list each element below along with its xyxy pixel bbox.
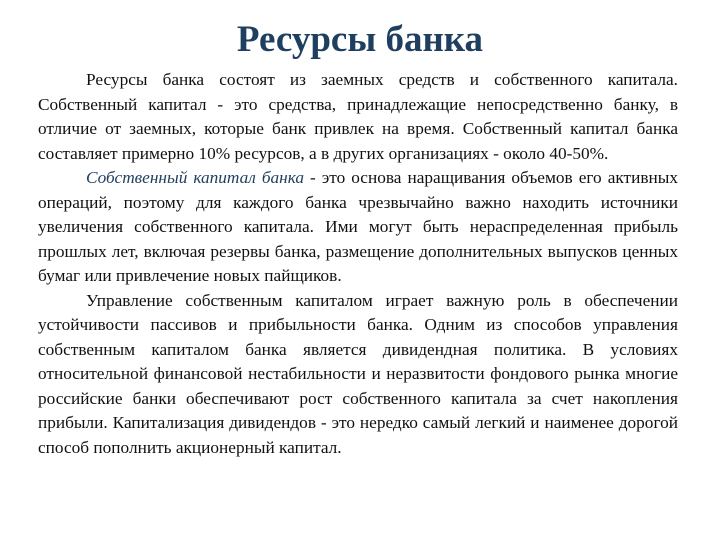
term-highlight: Собственный капитал банка [86,168,305,187]
paragraph-3: Управление собственным капиталом играет важную роль в обеспечении устойчивости пассивов и прибыльности банка. Одним из способов управления собственным капиталом банка является дивидендная политика. В условиях относительной финансовой нестабильности и неразвитости фондового рынка многие российские банки обеспечивают рост собственного капитала за счет накопления прибыли. Капитализация дивидендов - это нередко самый легкий и наименее дорогой способ пополнить акционерный капитал. [38,290,678,457]
slide-title: Ресурсы банка [236,19,484,60]
slide-body [38,68,678,460]
paragraph-1: Ресурсы банка состоят из заемных средств и собственного капитала. Собственный капитал - это средства, принадлежащие непосредственно банку, в отличие от заемных, которые банк привлек на время. Собственный капитал банка составляет примерно 10% ресурсов, а в других организациях - около 40-50%. [38,70,678,163]
paragraph-2 [38,166,678,289]
paragraph-2-text: - это основа наращивания объемов его активных операций, поэтому для каждого банка чрезвычайно важно находить источники увеличения собственного капитала. Ими могут быть нераспределенная прибыль прошлых лет, включая резервы банка, размещение дополнительных выпусков ценных бумаг или привлечение новых пайщиков. [38,168,678,285]
